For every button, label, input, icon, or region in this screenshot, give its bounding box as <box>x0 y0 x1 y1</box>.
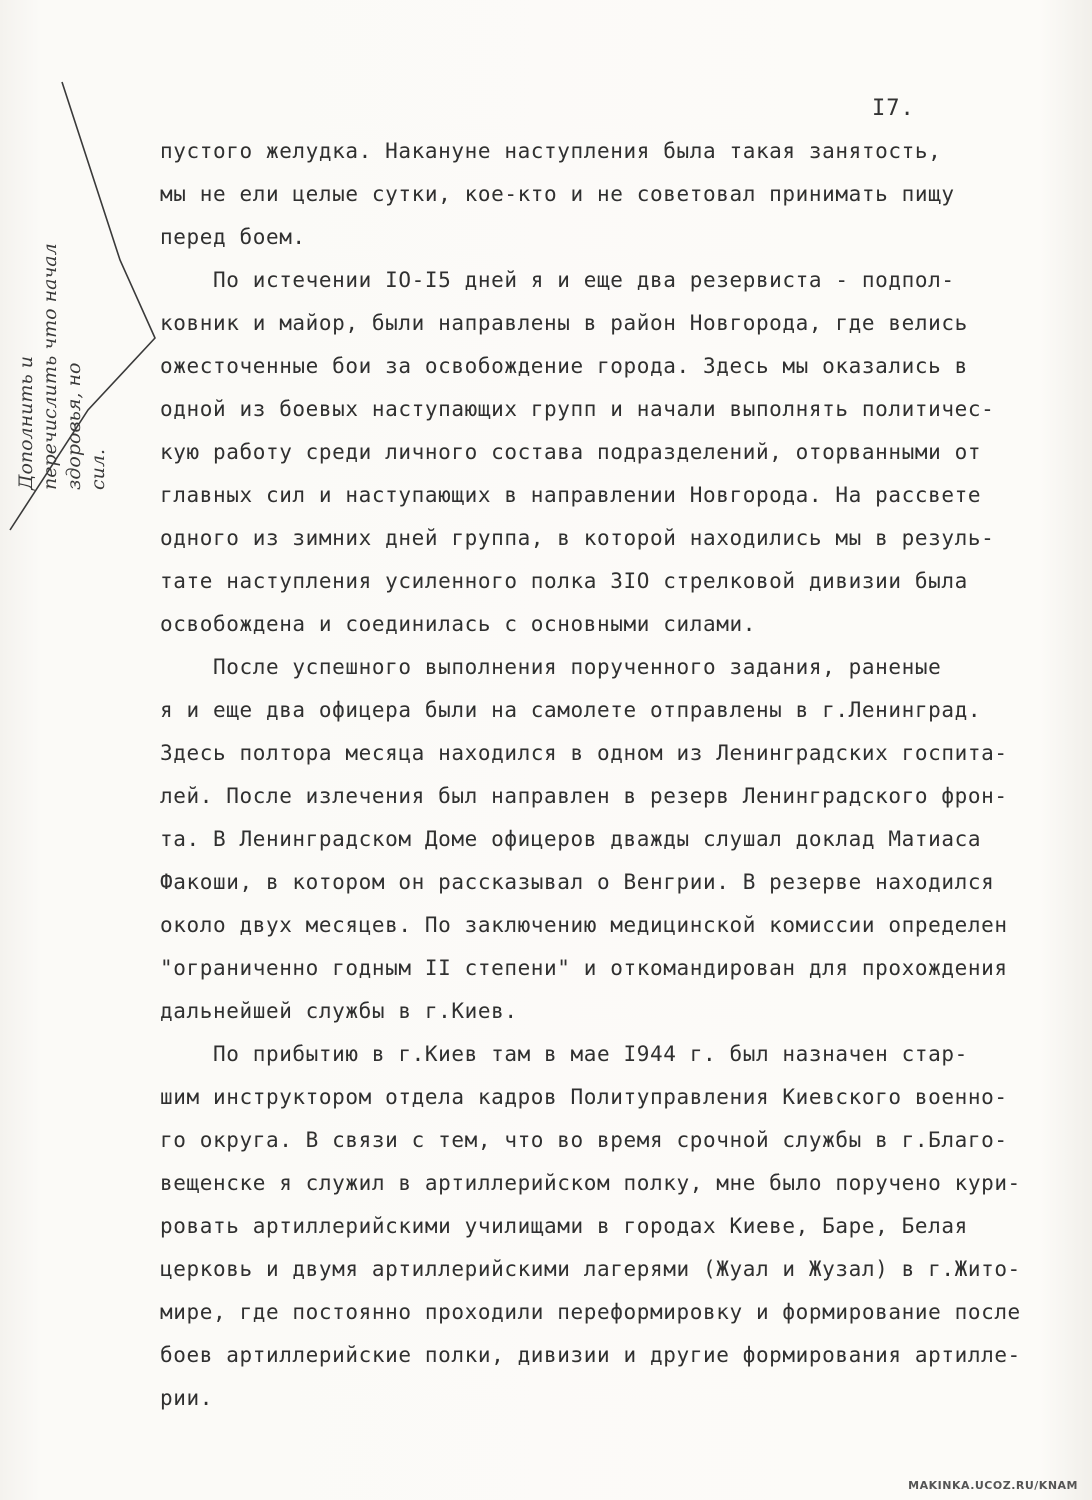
text-line: После успешного выполнения порученного задания, раненые <box>160 655 942 679</box>
page-number: I7. <box>872 96 915 121</box>
text-line: перед боем. <box>160 225 306 249</box>
text-line: одной из боевых наступающих групп и начали выполнять политичес- <box>160 397 995 421</box>
text-line: вещенске я служил в артиллерийском полку, мне было поручено кури- <box>160 1171 1021 1195</box>
text-line: По истечении IO-I5 дней я и еще два резервиста - подпол- <box>160 268 955 292</box>
text-line: Здесь полтора месяца находился в одном из Ленинградских госпита- <box>160 741 1008 765</box>
text-line: я и еще два офицера были на самолете отправлены в г.Ленинград. <box>160 698 982 722</box>
text-line: дальнейшей службы в г.Киев. <box>160 999 518 1023</box>
text-line: ковник и майор, были направлены в район Новгорода, где велись <box>160 311 968 335</box>
text-line: освобождена и соединилась с основными силами. <box>160 612 756 636</box>
text-line: пустого желудка. Накануне наступления была такая занятость, <box>160 139 942 163</box>
text-line: рии. <box>160 1386 213 1410</box>
handwritten-margin-note <box>0 80 160 490</box>
text-line: По прибытию в г.Киев там в мае I944 г. был назначен стар- <box>160 1042 968 1066</box>
text-line: го округа. В связи с тем, что во время срочной службы в г.Благо- <box>160 1128 1008 1152</box>
text-line: "ограниченно годным II степени" и откомандирован для прохождения <box>160 956 1008 980</box>
text-line: мы не ели целые сутки, кое-кто и не советовал принимать пищу <box>160 182 955 206</box>
text-line: главных сил и наступающих в направлении Новгорода. На рассвете <box>160 483 982 507</box>
text-line: шим инструктором отдела кадров Политуправления Киевского военно- <box>160 1085 1008 1109</box>
margin-note-line: перечислить что начал <box>39 243 61 490</box>
margin-note-line: здоровья, но <box>63 362 85 490</box>
paragraph <box>160 259 1040 646</box>
margin-note-line: Дополнить и <box>15 355 37 490</box>
paragraph <box>160 1033 1040 1420</box>
text-line: лей. После излечения был направлен в резерв Ленинградского фрон- <box>160 784 1008 808</box>
text-line: мире, где постоянно проходили переформировку и формирование после <box>160 1300 1021 1324</box>
paragraph <box>160 646 1040 1033</box>
text-line: тате наступления усиленного полка 3IO стрелковой дивизии была <box>160 569 968 593</box>
text-line: одного из зимних дней группа, в которой находились мы в резуль- <box>160 526 995 550</box>
paragraph <box>160 130 1040 259</box>
text-line: ожесточенные бои за освобождение города. Здесь мы оказались в <box>160 354 968 378</box>
margin-note-line: сил. <box>87 448 109 490</box>
text-line: около двух месяцев. По заключению медицинской комиссии определен <box>160 913 1008 937</box>
watermark: MAKINKA.UCOZ.RU/KNAM <box>908 1479 1078 1492</box>
text-line: церковь и двумя артиллерийскими лагерями (Жуал и Жузал) в г.Жито- <box>160 1257 1021 1281</box>
margin-note-text <box>14 243 110 490</box>
typewritten-text <box>160 130 1040 1420</box>
text-line: Факоши, в котором он рассказывал о Венгрии. В резерве находился <box>160 870 995 894</box>
text-line: кую работу среди личного состава подразделений, оторванными от <box>160 440 982 464</box>
text-line: та. В Ленинградском Доме офицеров дважды слушал доклад Матиаса <box>160 827 982 851</box>
text-line: боев артиллерийские полки, дивизии и другие формирования артилле- <box>160 1343 1021 1367</box>
text-line: ровать артиллерийскими училищами в городах Киеве, Баре, Белая <box>160 1214 968 1238</box>
